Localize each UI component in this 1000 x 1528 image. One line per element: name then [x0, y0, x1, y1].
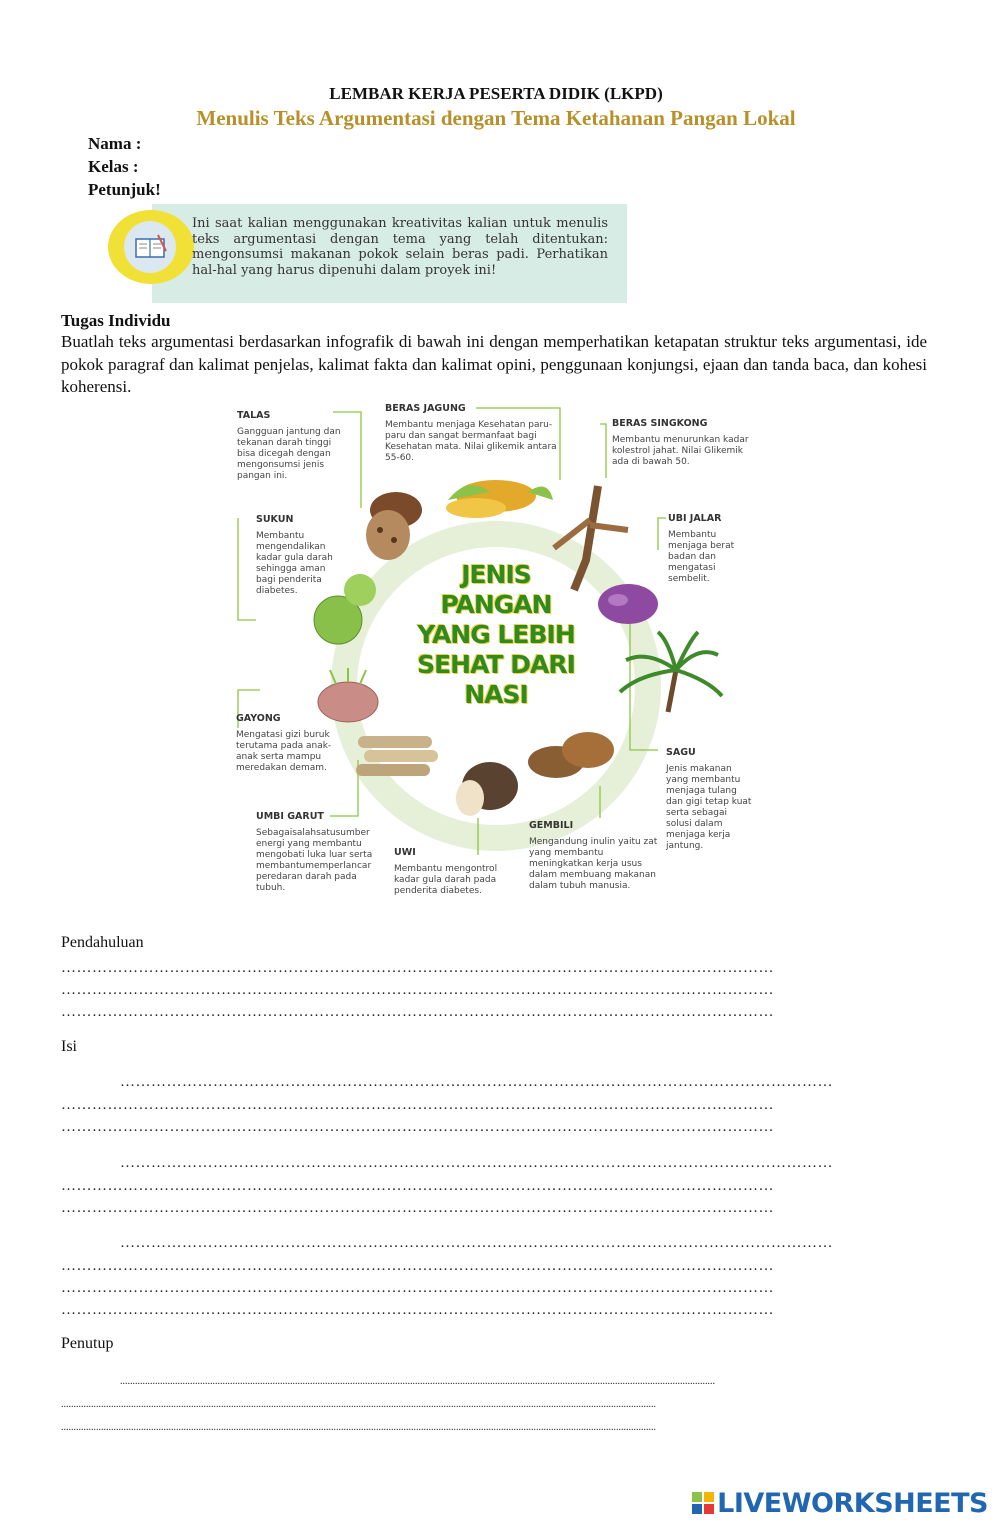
uwi-label: UWI	[394, 847, 416, 858]
answer-line[interactable]: ..............................................................................................................................................................................................................................................	[61, 1399, 656, 1410]
infographic	[228, 400, 768, 905]
section-penutup: Penutup	[61, 1335, 114, 1352]
beras-singkong-label: BERAS SINGKONG	[612, 418, 708, 429]
answer-line[interactable]: …………………………………………………………………………………………………………………………	[61, 1119, 774, 1135]
task-title: Tugas Individu	[61, 311, 171, 330]
umbi-garut-desc: Sebagaisalahsatusumber energi yang membantu mengobati luka luar serta membantumemperlancar peredaran darah pada tubuh.	[256, 828, 373, 893]
infographic-center-title	[416, 560, 576, 710]
sukun-desc: Membantu mengendalikan kadar gula darah sehingga aman bagi penderita diabetes.	[256, 531, 333, 596]
liveworksheets-logo-icon	[692, 1490, 714, 1512]
center-line-5: NASI	[464, 680, 528, 709]
center-line-3: YANG LEBIH	[417, 620, 575, 649]
beras-singkong-desc: Membantu menurunkan kadar kolestrol jahat. Nilai Glikemik ada di bawah 50.	[612, 435, 749, 467]
answer-line[interactable]: …………………………………………………………………………………………………………………………	[61, 1178, 774, 1194]
talas-label: TALAS	[237, 410, 271, 421]
uwi-illustration	[456, 762, 518, 816]
book-icon	[124, 221, 176, 273]
answer-line[interactable]: …………………………………………………………………………………………………………………………	[120, 1235, 833, 1251]
gayong-desc: Mengatasi gizi buruk terutama pada anak-anak serta mampu meredakan demam.	[236, 730, 332, 773]
umbi-garut-label: UMBI GARUT	[256, 811, 324, 822]
center-line-1: JENIS	[461, 560, 531, 589]
nama-label: Nama :	[88, 134, 142, 153]
gembili-desc: Mengandung inulin yaitu zat yang membantu meningkatkan kerja usus dalam membuang makanan dalam tubuh manusia.	[529, 837, 658, 891]
sagu-label: SAGU	[666, 747, 696, 758]
task-description: Buatlah teks argumentasi berdasarkan infografik di bawah ini dengan memperhatikan ketapatan struktur teks argumentasi, ide pokok paragraf dan kalimat penjelas, kalimat fakta dan kalimat opini, penggunaan konjungsi, ejaan dan tanda baca, dan kohesi koherensi.	[61, 332, 927, 396]
answer-line[interactable]: …………………………………………………………………………………………………………………………	[61, 1258, 774, 1274]
answer-line[interactable]: …………………………………………………………………………………………………………………………	[61, 1302, 774, 1318]
ubi-jalar-label: UBI JALAR	[668, 513, 722, 524]
center-line-2: PANGAN	[440, 590, 552, 619]
section-isi: Isi	[61, 1038, 77, 1055]
gayong-label: GAYONG	[236, 713, 281, 724]
center-line-4: SEHAT DARI	[417, 650, 575, 679]
section-pendahuluan: Pendahuluan	[61, 934, 144, 951]
ubi-jalar-illustration	[598, 584, 658, 624]
liveworksheets-logo[interactable]	[692, 1488, 988, 1519]
kelas-label: Kelas :	[88, 157, 139, 176]
gayong-illustration	[318, 668, 378, 722]
answer-line[interactable]: …………………………………………………………………………………………………………………………	[61, 1280, 774, 1296]
answer-line[interactable]: …………………………………………………………………………………………………………………………	[120, 1074, 833, 1090]
answer-line[interactable]: …………………………………………………………………………………………………………………………	[61, 1097, 774, 1113]
gembili-illustration	[528, 732, 614, 778]
beras-jagung-label: BERAS JAGUNG	[385, 403, 466, 414]
answer-line[interactable]: ..............................................................................................................................................................................................................................................	[120, 1376, 715, 1387]
answer-line[interactable]: …………………………………………………………………………………………………………………………	[61, 1004, 774, 1020]
ubi-jalar-desc: Membantu menjaga berat badan dan mengatasi sembelit.	[668, 530, 735, 584]
answer-line[interactable]: …………………………………………………………………………………………………………………………	[61, 1200, 774, 1216]
sukun-label: SUKUN	[256, 514, 294, 525]
liveworksheets-logo-text: LIVEWORKSHEETS	[717, 1488, 988, 1519]
answer-line[interactable]: …………………………………………………………………………………………………………………………	[61, 982, 774, 998]
answer-line[interactable]: …………………………………………………………………………………………………………………………	[61, 960, 774, 976]
umbi-garut-illustration	[356, 736, 438, 776]
instruction-text: Ini saat kalian menggunakan kreativitas kalian untuk menulis teks argumentasi dengan tema yang telah ditentukan: mengonsumsi makanan pokok selain beras padi. Perhatikan hal-hal yang harus dipenuhi dalam proyek ini!	[192, 216, 608, 278]
worksheet-title: LEMBAR KERJA PESERTA DIDIK (LKPD)	[329, 84, 663, 103]
answer-line[interactable]: ..............................................................................................................................................................................................................................................	[61, 1422, 656, 1433]
sagu-desc: Jenis makanan yang membantu menjaga tulang dan gigi tetap kuat serta sebagai solusi dalam menjaga kerja jantung.	[666, 764, 752, 851]
gembili-label: GEMBILI	[529, 820, 574, 831]
uwi-desc: Membantu mengontrol kadar gula darah pada penderita diabetes.	[394, 864, 498, 896]
worksheet-subtitle: Menulis Teks Argumentasi dengan Tema Ketahanan Pangan Lokal	[196, 106, 796, 130]
answer-line[interactable]: …………………………………………………………………………………………………………………………	[120, 1155, 833, 1171]
beras-jagung-desc: Membantu menjaga Kesehatan paru-paru dan sangat bermanfaat bagi Kesehatan mata. Nilai glikemik antara 55-60.	[385, 420, 557, 463]
talas-desc: Gangguan jantung dan tekanan darah tinggi bisa dicegah dengan mengonsumsi jenis pangan ini.	[237, 427, 341, 481]
petunjuk-label: Petunjuk!	[88, 180, 161, 199]
jagung-illustration	[446, 480, 553, 518]
